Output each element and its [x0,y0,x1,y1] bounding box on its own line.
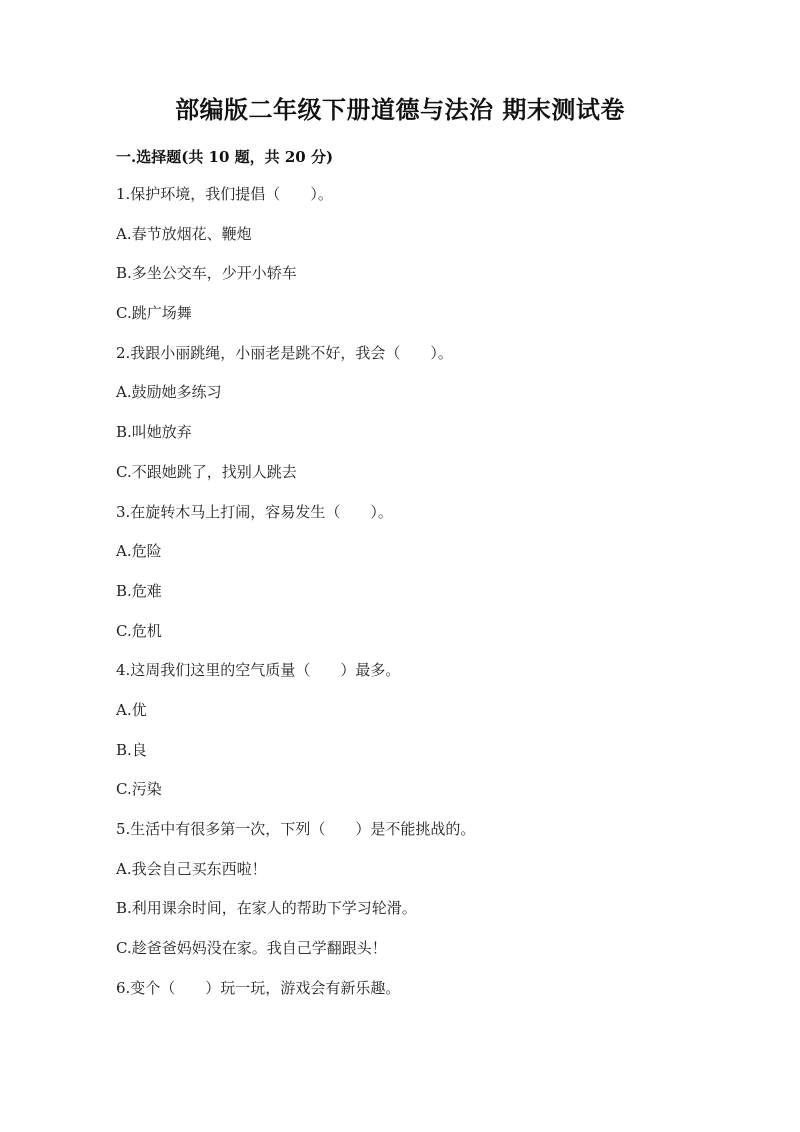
question-1-option-a: A.春节放烟花、鞭炮 [116,224,252,243]
question-2-option-a: A.鼓励她多练习 [116,383,222,402]
question-3-option-a: A.危险 [116,542,162,561]
question-stem-6: 6.变个（ ）玩一玩，游戏会有新乐趣。 [116,978,401,997]
question-stem-3: 3.在旋转木马上打闹，容易发生（ ）。 [116,502,393,521]
question-2-option-c: C.不跟她跳了，找别人跳去 [116,462,297,481]
question-1-option-c: C.跳广场舞 [116,304,192,323]
question-stem-1: 1.保护环境，我们提倡（ ）。 [116,185,333,203]
question-4-option-c: C.污染 [116,780,162,799]
question-2-option-b: B.叫她放弃 [116,423,192,442]
question-3-option-c: C.危机 [116,621,162,640]
question-5-option-b: B.利用课余时间，在家人的帮助下学习轮滑。 [116,899,417,918]
question-4-option-b: B.良 [116,740,147,759]
page-title: 部编版二年级下册道德与法治 期末测试卷 [175,95,625,124]
question-stem-2: 2.我跟小丽跳绳，小丽老是跳不好，我会（ ）。 [116,343,453,362]
question-3-option-b: B.危难 [116,581,162,600]
question-list [116,182,716,1015]
question-4-option-a: A.优 [116,700,147,719]
section-header: 一.选择题(共 10 题，共 20 分) [116,148,334,166]
question-5-option-c: C.趁爸爸妈妈没在家。我自己学翻跟头！ [116,939,387,958]
question-stem-5: 5.生活中有很多第一次，下列（ ）是不能挑战的。 [116,820,476,838]
question-1-option-b: B.多坐公交车，少开小轿车 [116,264,297,283]
question-stem-4: 4.这周我们这里的空气质量（ ）最多。 [116,661,401,680]
question-5-option-a: A.我会自己买东西啦！ [116,859,267,878]
